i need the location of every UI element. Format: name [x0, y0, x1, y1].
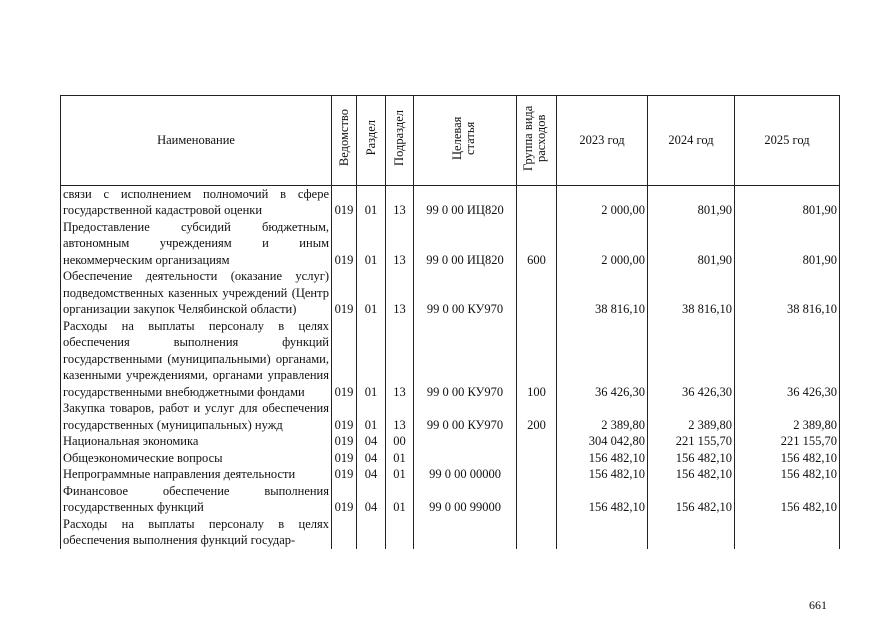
cell-2025: 156 482,10	[735, 466, 840, 483]
cell-podrazdel	[386, 516, 414, 549]
header-vedomstvo: Ведомство	[332, 96, 357, 186]
cell-vedomstvo: 019	[332, 433, 357, 450]
table-row	[61, 516, 840, 549]
cell-2023: 156 482,10	[557, 450, 648, 467]
cell-razdel: 01	[357, 185, 386, 219]
cell-podrazdel: 01	[386, 450, 414, 467]
cell-razdel: 04	[357, 483, 386, 516]
cell-2025: 38 816,10	[735, 268, 840, 318]
cell-gruppa: 100	[517, 318, 557, 401]
cell-2024: 36 426,30	[648, 318, 735, 401]
table-row	[61, 185, 840, 219]
cell-name: Обеспечение деятельности (оказание услуг) подведомственных казенных учреждений (Центр организации закупок Челябинской области)	[61, 268, 332, 318]
cell-2025: 801,90	[735, 219, 840, 269]
cell-name: Предоставление субсидий бюджетным, автономным учреждениям и иным некоммерческим организациям	[61, 219, 332, 269]
cell-celevaya-statya	[414, 516, 517, 549]
cell-2025: 156 482,10	[735, 483, 840, 516]
header-2025: 2025 год	[735, 96, 840, 186]
cell-2024: 156 482,10	[648, 450, 735, 467]
cell-vedomstvo: 019	[332, 483, 357, 516]
cell-celevaya-statya: 99 0 00 99000	[414, 483, 517, 516]
cell-vedomstvo: 019	[332, 268, 357, 318]
table-row	[61, 318, 840, 401]
cell-2023: 304 042,80	[557, 433, 648, 450]
cell-gruppa	[517, 466, 557, 483]
header-gruppa-vida-rashodov: Группа вида расходов	[517, 96, 557, 186]
cell-gruppa	[517, 450, 557, 467]
cell-razdel: 04	[357, 450, 386, 467]
table-row	[61, 466, 840, 483]
cell-vedomstvo: 019	[332, 219, 357, 269]
cell-name: Расходы на выплаты персоналу в целях обеспечения выполнения функций государственными (муниципальными) органами, казенными учреждениями, органами управления государственными внебюджетными фондами	[61, 318, 332, 401]
cell-podrazdel: 13	[386, 318, 414, 401]
header-name: Наименование	[61, 96, 332, 186]
cell-2023: 36 426,30	[557, 318, 648, 401]
cell-podrazdel: 01	[386, 466, 414, 483]
table-row	[61, 400, 840, 433]
cell-name: Закупка товаров, работ и услуг для обеспечения государственных (муниципальных) нужд	[61, 400, 332, 433]
cell-2025: 801,90	[735, 185, 840, 219]
cell-podrazdel: 01	[386, 483, 414, 516]
cell-razdel	[357, 516, 386, 549]
cell-celevaya-statya	[414, 433, 517, 450]
table-row	[61, 268, 840, 318]
cell-2024: 38 816,10	[648, 268, 735, 318]
cell-name: Непрограммные направления деятельности	[61, 466, 332, 483]
cell-2025: 156 482,10	[735, 450, 840, 467]
cell-razdel: 04	[357, 433, 386, 450]
cell-2025: 221 155,70	[735, 433, 840, 450]
cell-2023: 38 816,10	[557, 268, 648, 318]
table-row	[61, 450, 840, 467]
cell-razdel: 01	[357, 268, 386, 318]
cell-2024: 156 482,10	[648, 483, 735, 516]
header-podrazdel: Подраздел	[386, 96, 414, 186]
cell-celevaya-statya: 99 0 00 ИЦ820	[414, 185, 517, 219]
table-row	[61, 433, 840, 450]
cell-2023: 2 000,00	[557, 219, 648, 269]
budget-table	[60, 95, 840, 549]
cell-razdel: 01	[357, 318, 386, 401]
cell-name: Национальная экономика	[61, 433, 332, 450]
cell-gruppa	[517, 483, 557, 516]
cell-2025	[735, 516, 840, 549]
cell-2024	[648, 516, 735, 549]
cell-vedomstvo	[332, 516, 357, 549]
cell-name: Финансовое обеспечение выполнения государственных функций	[61, 483, 332, 516]
cell-podrazdel: 00	[386, 433, 414, 450]
cell-podrazdel: 13	[386, 185, 414, 219]
cell-gruppa	[517, 185, 557, 219]
cell-gruppa	[517, 516, 557, 549]
cell-2024: 156 482,10	[648, 466, 735, 483]
cell-vedomstvo: 019	[332, 450, 357, 467]
header-2023: 2023 год	[557, 96, 648, 186]
cell-2024: 2 389,80	[648, 400, 735, 433]
header-razdel: Раздел	[357, 96, 386, 186]
cell-name: связи с исполнением полномочий в сфере государственной кадастровой оценки	[61, 185, 332, 219]
cell-name: Общеэкономические вопросы	[61, 450, 332, 467]
cell-celevaya-statya: 99 0 00 ИЦ820	[414, 219, 517, 269]
cell-vedomstvo: 019	[332, 318, 357, 401]
cell-vedomstvo: 019	[332, 466, 357, 483]
cell-2024: 221 155,70	[648, 433, 735, 450]
cell-gruppa	[517, 433, 557, 450]
cell-celevaya-statya	[414, 450, 517, 467]
cell-podrazdel: 13	[386, 268, 414, 318]
cell-2024: 801,90	[648, 219, 735, 269]
table-header-row	[61, 96, 840, 186]
cell-vedomstvo: 019	[332, 400, 357, 433]
cell-gruppa	[517, 268, 557, 318]
cell-razdel: 04	[357, 466, 386, 483]
page-number: 661	[809, 598, 827, 612]
cell-celevaya-statya: 99 0 00 КУ970	[414, 400, 517, 433]
table-row	[61, 219, 840, 269]
cell-2025: 36 426,30	[735, 318, 840, 401]
cell-gruppa: 600	[517, 219, 557, 269]
table-row	[61, 483, 840, 516]
cell-celevaya-statya: 99 0 00 00000	[414, 466, 517, 483]
cell-razdel: 01	[357, 400, 386, 433]
cell-2023	[557, 516, 648, 549]
cell-2023: 156 482,10	[557, 483, 648, 516]
cell-podrazdel: 13	[386, 219, 414, 269]
cell-2024: 801,90	[648, 185, 735, 219]
cell-celevaya-statya: 99 0 00 КУ970	[414, 268, 517, 318]
cell-vedomstvo: 019	[332, 185, 357, 219]
cell-2025: 2 389,80	[735, 400, 840, 433]
cell-2023: 2 000,00	[557, 185, 648, 219]
cell-gruppa: 200	[517, 400, 557, 433]
cell-2023: 2 389,80	[557, 400, 648, 433]
header-2024: 2024 год	[648, 96, 735, 186]
cell-2023: 156 482,10	[557, 466, 648, 483]
cell-celevaya-statya: 99 0 00 КУ970	[414, 318, 517, 401]
header-celevaya-statya: Целевая статья	[414, 96, 517, 186]
cell-razdel: 01	[357, 219, 386, 269]
cell-podrazdel: 13	[386, 400, 414, 433]
cell-name: Расходы на выплаты персоналу в целях обеспечения выполнения функций государ-	[61, 516, 332, 549]
